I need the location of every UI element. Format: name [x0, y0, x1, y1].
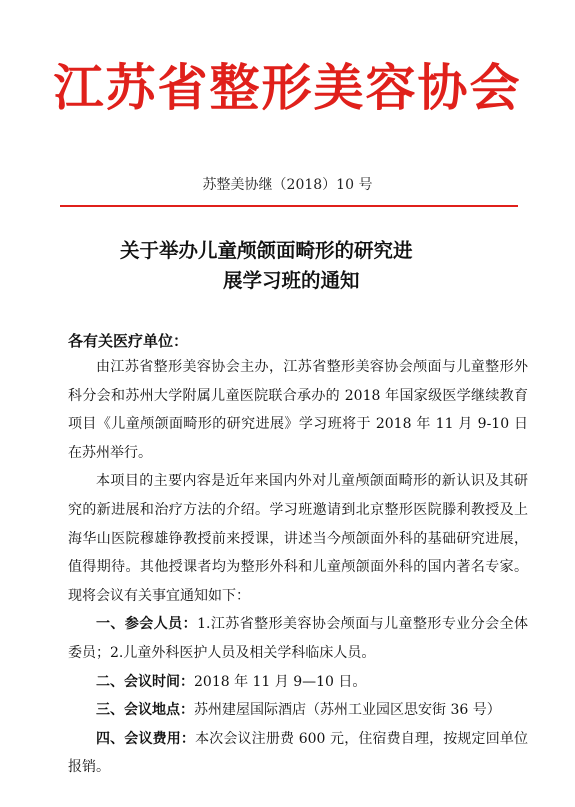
org-header: 江苏省整形美容协会: [53, 58, 522, 117]
item-text: 2018 年 11 月 9—10 日。: [194, 673, 367, 690]
paragraph-2: 本项目的主要内容是近年来国内外对儿童颅颌面畸形的新认识及其研究的新进展和治疗方法的介绍。学习班邀请到北京整形医院滕利教授及上海华山医院穆雄铮教授前来授课，讲述当今颅颌面外科的基础研究进展，值得期待。其他授课者均为整形外科和儿童颅颌面外科的国内著名专家。现将会议有关事宜通知如下：: [68, 473, 528, 604]
item-fee: [68, 725, 528, 782]
item-text: 苏州建屋国际酒店（苏州工业园区思安街 36 号）: [194, 702, 501, 719]
title-line-2: 展学习班的通知: [223, 269, 360, 292]
item-time: [68, 668, 528, 697]
item-label: 三、会议地点：: [96, 702, 194, 719]
paragraph-1: 由江苏省整形美容协会主办，江苏省整形美容协会颅面与儿童整形外科分会和苏州大学附属儿童医院联合承办的 2018 年国家级医学继续教育项目《儿童颅颌面畸形的研究进展》学习班将于 2018 年 11 月 9-10 日在苏州举行。: [68, 359, 528, 461]
salutation: 各有关医疗单位：: [68, 332, 189, 350]
doc-number: 苏整美协继（2018）10 号: [202, 177, 373, 193]
item-label: 四、会议费用：: [96, 730, 196, 747]
title-line-1: 关于举办儿童颅颌面畸形的研究进: [120, 239, 413, 262]
item-label: 一、参会人员：: [96, 616, 198, 633]
item-label: 二、会议时间：: [96, 673, 194, 690]
notice-body: [68, 353, 528, 782]
item-location: [68, 696, 528, 725]
red-divider: [60, 205, 518, 207]
item-text: 1.江苏省整形美容协会颅面与儿童整形专业分会全体委员；2.儿童外科医护人员及相关学科临床人员。: [68, 616, 529, 661]
item-attendees: [68, 610, 528, 667]
notice-title: [95, 236, 495, 296]
item-text: 本次会议注册费 600 元，住宿费自理，按规定回单位报销。: [68, 730, 529, 776]
